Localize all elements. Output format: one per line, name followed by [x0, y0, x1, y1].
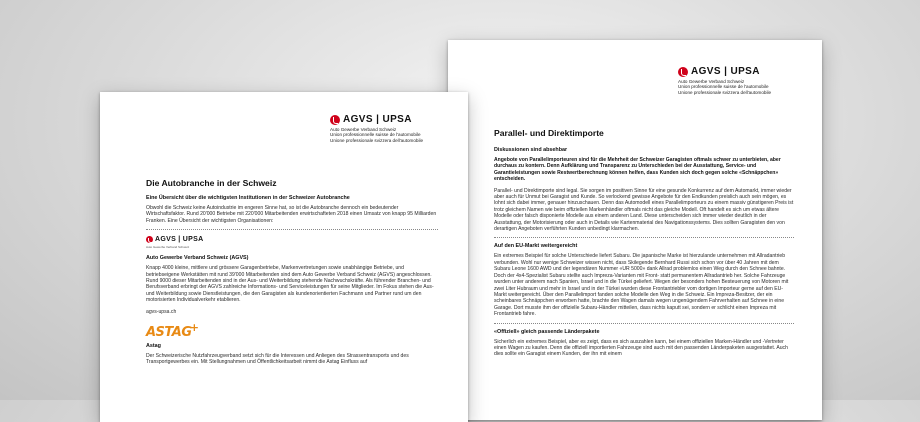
org-link-agvs[interactable]: agvs-upsa.ch	[146, 308, 177, 315]
body-paragraph: Parallel- und Direktimporte sind legal. Sie sorgen im positiven Sinne für eine gesunde Konkurrenz auf dem Automarkt, immer wieder aber auch für Unmut bei Garagist und Kunde. So verlockend gewisse Angebote für den Endkunden preislich auch sein mögen, es lohnt sich dabei immer, genauer hinzuschauen. Denn das Automodell eines Parallelimporteurs zu einem massiv günstigeren Preis ist trotz gleichem Namen wie beim offiziellen Markenhändler oftmals nicht das gleiche Modell. Oft handelt es sich um etwas ältere Modelle oder falsch disponierte Modelle aus einem anderen Land. Diese unterscheiden sich immer wieder deutlich in der Ausstattung, der Motorisierung oder auch in Details wie Kartenmaterial des Navigationssystems. Dies sollten Garagisten den von derartigen Angeboten verführten Kunden unbedingt klarmachen.	[494, 187, 794, 233]
page-title: Die Autobranche in der Schweiz	[146, 178, 277, 188]
page-subtitle: Eine Übersicht über die wichtigsten Institutionen in der Schweizer Autobranche	[146, 195, 350, 201]
agvs-logo-icon	[678, 67, 688, 77]
page-title: Parallel- und Direktimporte	[494, 128, 604, 138]
agvs-logo-icon	[330, 115, 340, 125]
section-heading: «Offiziell» gleich passende Länderpakete	[494, 328, 600, 335]
agvs-logo-tagline: Auto Gewerbe Verband Schweiz Union professionnelle suisse de l'automobile Unione professionale svizzera dell'automobile	[678, 79, 772, 95]
org-description-astag: Der Schweizerische Nutzfahrzeugverband setzt sich für die Interessen und Anliegen des Strassentransports und des Transportgewerbes ein. Mit Stellungnahmen und Öffentlichkeitsarbeit nimmt die Astag Einfluss auf	[146, 352, 409, 366]
document-body	[494, 147, 794, 363]
agvs-logo: AGVS | UPSA Auto Gewerbe Verband Schweiz Union professionnelle suisse de l'automobile Unione professionale svizzera dell'automobile	[678, 66, 772, 95]
agvs-small-logo-tagline: Auto Gewerbe Verband Schweiz	[146, 245, 190, 250]
astag-logo: ASTAG +	[146, 325, 192, 340]
section-heading: Diskussionen sind absehbar	[494, 147, 568, 153]
section-heading: Auf den EU-Markt weitergereicht	[494, 243, 578, 250]
intro-paragraph: Obwohl die Schweiz keine Autoindustrie im engeren Sinne hat, so ist die Autobranche dennoch ein bedeutender Wirtschaftsfaktor. Rund 20'000 Betriebe mit 220'000 Mitarbeitenden erwirtschafteten 2018 einen Umsatz von knapp 95 Milliarden Franken. Eine Übersicht der wichtigsten Organisationen:	[146, 205, 437, 224]
agvs-logo: AGVS | UPSA Auto Gewerbe Verband Schweiz Union professionnelle suisse de l'automobile Unione professionale svizzera dell'automobile	[330, 114, 424, 143]
agvs-logo-icon	[146, 236, 153, 243]
agvs-logo-tagline: Auto Gewerbe Verband Schweiz Union professionnelle suisse de l'automobile Unione professionale svizzera dell'automobile	[330, 127, 424, 143]
org-description-agvs: Knapp 4000 kleine, mittlere und grössere Garagenbetriebe, Markenvertretungen sowie unabhängige Betriebe, und betriebseigene Werkstätten mit rund 39'000 Mitarbeitenden sind dem Auto Gewerbe Verband Schweiz (AGVS) angeschlossen. Rund 9000 dieser Mitarbeitenden sind in der Aus- und Weiterbildung stehende Nachwuchskräfte. Als führender Branchen- und Berufsverband erbringt der AGVS zahlreiche Informations- und Serviceleistungen für seine Mitglieder. Im Fokus stehen die Aus- und Weiterbildung sowie Dienstleistungen, die den Garagisten als kundenorientierten Fachmann und Partner rund um den motorisierten Individualverkehr etablieren.	[146, 265, 434, 304]
section-divider	[494, 237, 794, 238]
section-divider	[494, 323, 794, 324]
org-heading-agvs: Auto Gewerbe Verband Schweiz (AGVS)	[146, 255, 249, 262]
org-heading-astag: Astag	[146, 342, 161, 349]
section-divider	[146, 229, 438, 230]
body-paragraph: Ein extremes Beispiel für solche Unterschiede liefert Subaru. Die japanische Marke ist hierzulande unternehmen mit Allradantrieb verbunden. Wohl nur wenige Schweizer wissen nicht, dass Skilegende Bernhard Russi sich schon vor über 40 Jahren mit dem Subaru Leone 1600 AWD und der legendären Nummer «UR 5000» dank Allrad problemlos einen Weg durch den Schnee bahnte. Doch der 4x4-Spezialist Subaru stellte auch Impreza-Varianten mit Front- statt permanentem Allradantrieb her. Solche Fahrzeuge wurden unter anderem nach Spanien, Israel und in die Türkei geliefert. Wegen der besonders hohen Besteuerung von Motoren mit zwei Liter Hubraum und mehr in Israel und in der Türkei wurden diese Frontantriebler vom dortigen Importeur gerne auf den EU-Markt weitergereicht. Über den Parallelimport fanden solche Modelle den Weg in die Schweiz. Ein Impreza-Besitzer, der ein scheinbares Schnäppchen erworben hatte, brachte den Wagen damals wegen ungenügendem Fahrverhalten auf Schnee in eine Garage. Dort musste ihm der offizielle Subaru-Händler mitteilen, dass nichts kaputt sei, sondern er schlicht einen Impreza mit Frontantrieb fahre.	[494, 253, 789, 318]
lead-paragraph: Angebote von Parallelimporteuren sind für die Mehrheit der Schweizer Garagisten oftmals schwer zu unterbieten, aber durchaus zu kontern. Denn Aufklärung und Transparenz zu Unterschieden bei der Ausstattung, Service- und Garantieleistungen sowie Restwertberechnung können helfen, dass Kunden sich doch gegen solche «Schnäppchen» entscheiden.	[494, 157, 781, 183]
document-body	[146, 195, 438, 370]
document-page-autobranche	[100, 92, 468, 422]
document-page-parallel-imports	[448, 40, 822, 420]
body-paragraph: Sicherlich ein extremes Beispiel, aber es zeigt, dass es sich auszahlen kann, bei einem offiziellen Marken-Händler und -Vertreter einen Wagen zu kaufen. Denn die offiziell importierten Fahrzeuge sind auch mit den passenden Länderpaketen ausgestattet. Auch dies sollte ein Garagist einem Kunden, der ihn mit einem	[494, 338, 788, 358]
agvs-small-logo: AGVS | UPSA	[146, 236, 438, 243]
